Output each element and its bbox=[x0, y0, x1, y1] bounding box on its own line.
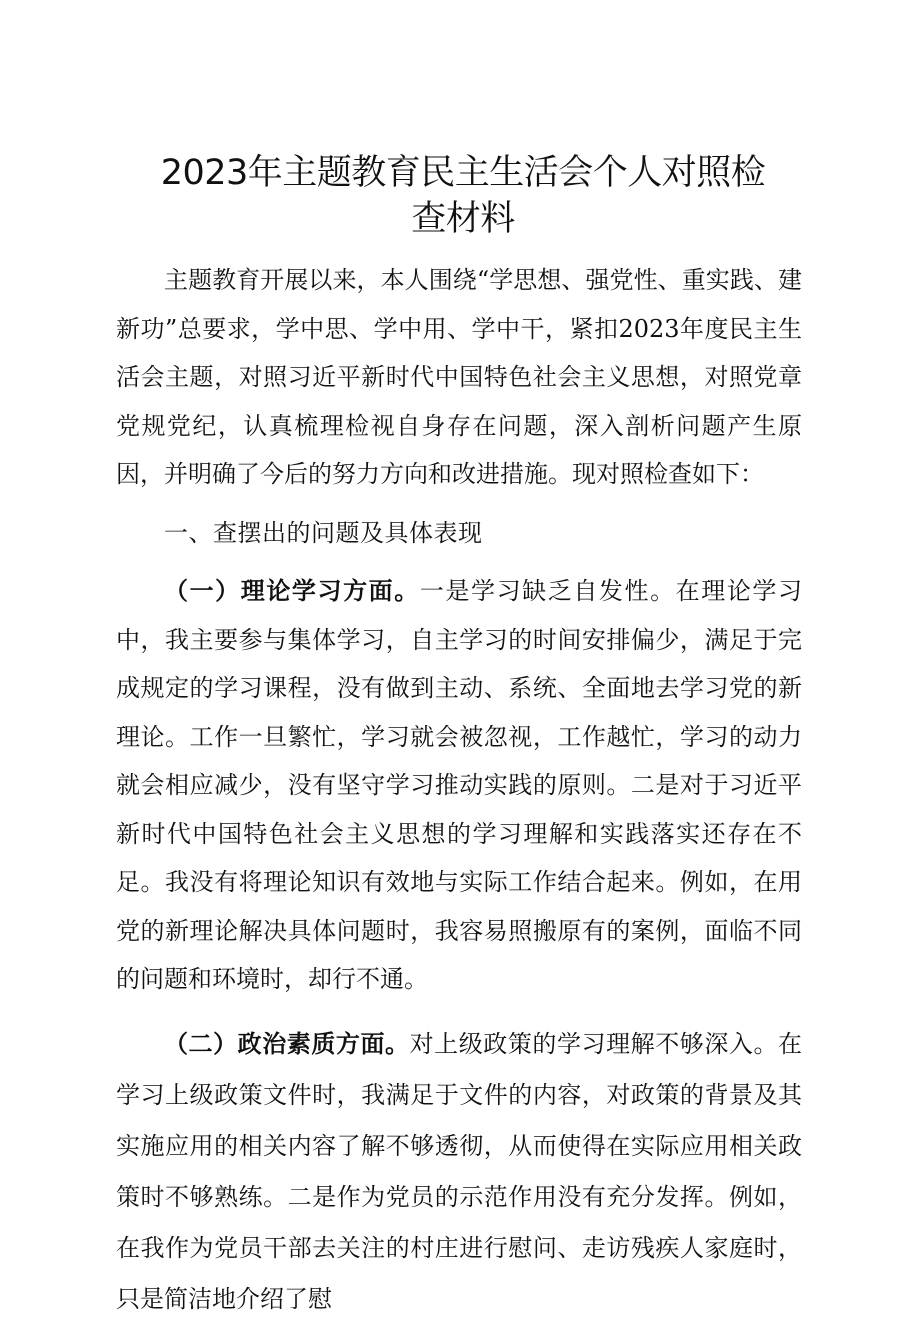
subsection-body-2: 对上级政策的学习理解不够深入。在学习上级政策文件时，我满足于文件的内容，对政策的背景及其实施应用的相关内容了解不够透彻，从而使得在实际应用相关政策时不够熟练。二是作为党员的示范作用没有充分发挥。例如，在我作为党员干部去关注的村庄进行慰问、走访残疾人家庭时，只是简洁地介绍了慰 bbox=[116, 1029, 803, 1313]
subsection-paragraph-1 bbox=[116, 567, 802, 1004]
section-heading-1: 一、查摆出的问题及具体表现 bbox=[164, 518, 483, 547]
subsection-body-1: 一是学习缺乏自发性。在理论学习中，我主要参与集体学习，自主学习的时间安排偏少，满足于完成规定的学习课程，没有做到主动、系统、全面地去学习党的新理论。工作一旦繁忙，学习就会被忽视，工作越忙，学习的动力就会相应减少，没有坚守学习推动实践的原则。二是对于习近平新时代中国特色社会主义思想的学习理解和实践落实还存在不足。我没有将理论知识有效地与实际工作结合起来。例如，在用党的新理论解决具体问题时，我容易照搬原有的案例，面临不同的问题和环境时，却行不通。 bbox=[116, 577, 803, 993]
subsection-lead-1: （一）理论学习方面。 bbox=[164, 576, 420, 605]
document-title: 2023年主题教育民主生活会个人对照检查材料 bbox=[160, 153, 766, 239]
intro-paragraph: 主题教育开展以来，本人围绕“学思想、强党性、重实践、建新功”总要求，学中思、学中用、学中干，紧扣2023年度民主生活会主题，对照习近平新时代中国特色社会主义思想，对照党章党规党纪，认真梳理检视自身存在问题，深入剖析问题产生原因，并明确了今后的努力方向和改进措施。现对照检查如下： bbox=[116, 266, 802, 488]
document-body bbox=[116, 256, 802, 1325]
subsection-paragraph-2 bbox=[116, 1018, 802, 1325]
subsection-lead-2: （二）政治素质方面。 bbox=[164, 1028, 410, 1058]
